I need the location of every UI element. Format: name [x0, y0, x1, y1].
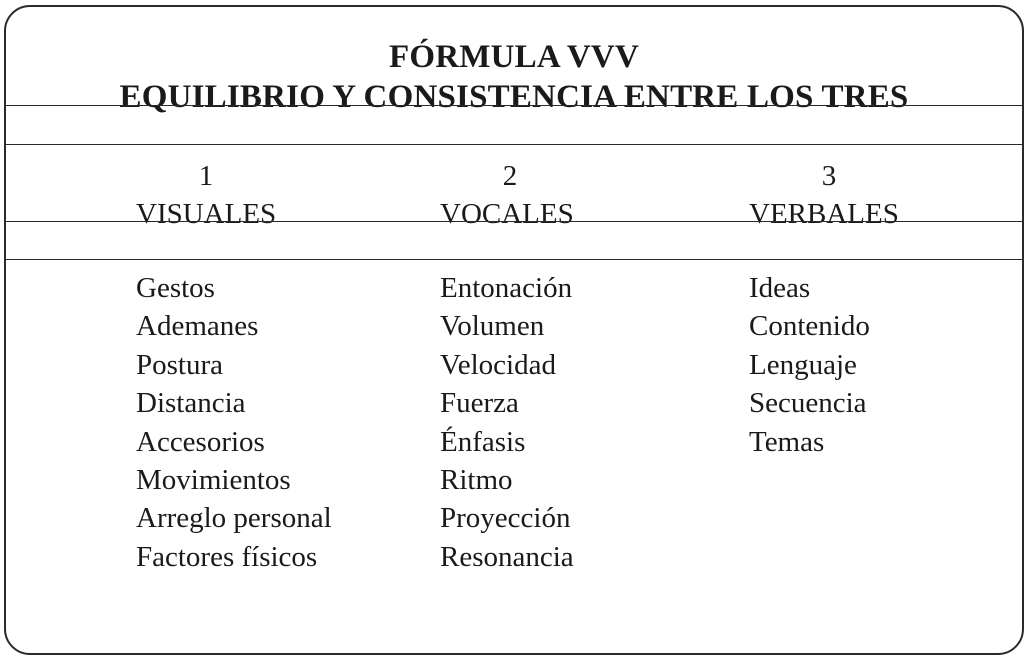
list-item: Postura: [136, 348, 223, 381]
formula-card: [4, 5, 1024, 655]
list-item: Accesorios: [136, 425, 265, 458]
list-item: Proyección: [440, 502, 571, 535]
list-item: Arreglo personal: [136, 502, 332, 535]
divider-1: [6, 105, 1022, 106]
list-item: Velocidad: [440, 348, 556, 381]
column-number: 3: [821, 160, 837, 192]
list-item: Lenguaje: [749, 348, 857, 381]
list-item: Volumen: [440, 310, 545, 343]
list-item: Distancia: [136, 387, 246, 420]
column-number: 1: [198, 160, 214, 192]
title-line-1: FÓRMULA VVV: [388, 39, 639, 75]
list-item: Movimientos: [136, 464, 291, 497]
list-item: Ademanes: [136, 310, 259, 343]
list-item: Ideas: [749, 272, 811, 304]
list-item: Temas: [749, 425, 825, 458]
divider-4: [6, 259, 1022, 260]
column-heading: VOCALES: [440, 198, 574, 230]
list-item: Resonancia: [440, 540, 574, 573]
list-item: Entonación: [440, 272, 573, 304]
list-item: Contenido: [749, 310, 870, 343]
divider-2: [6, 144, 1022, 145]
list-verbales: [749, 269, 870, 461]
divider-3: [6, 221, 1022, 222]
list-item: Secuencia: [749, 387, 867, 420]
list-visuales: [136, 269, 332, 576]
column-heading: VISUALES: [136, 198, 277, 230]
column-heading: VERBALES: [749, 198, 899, 230]
list-item: Factores físicos: [136, 540, 318, 573]
list-item: Énfasis: [440, 425, 526, 458]
list-item: Ritmo: [440, 464, 513, 497]
title-line-2: EQUILIBRIO Y CONSISTENCIA ENTRE LOS TRES: [119, 79, 909, 115]
list-item: Fuerza: [440, 387, 519, 420]
list-vocales: [440, 269, 574, 576]
column-number: 2: [502, 160, 518, 192]
list-item: Gestos: [136, 272, 215, 304]
